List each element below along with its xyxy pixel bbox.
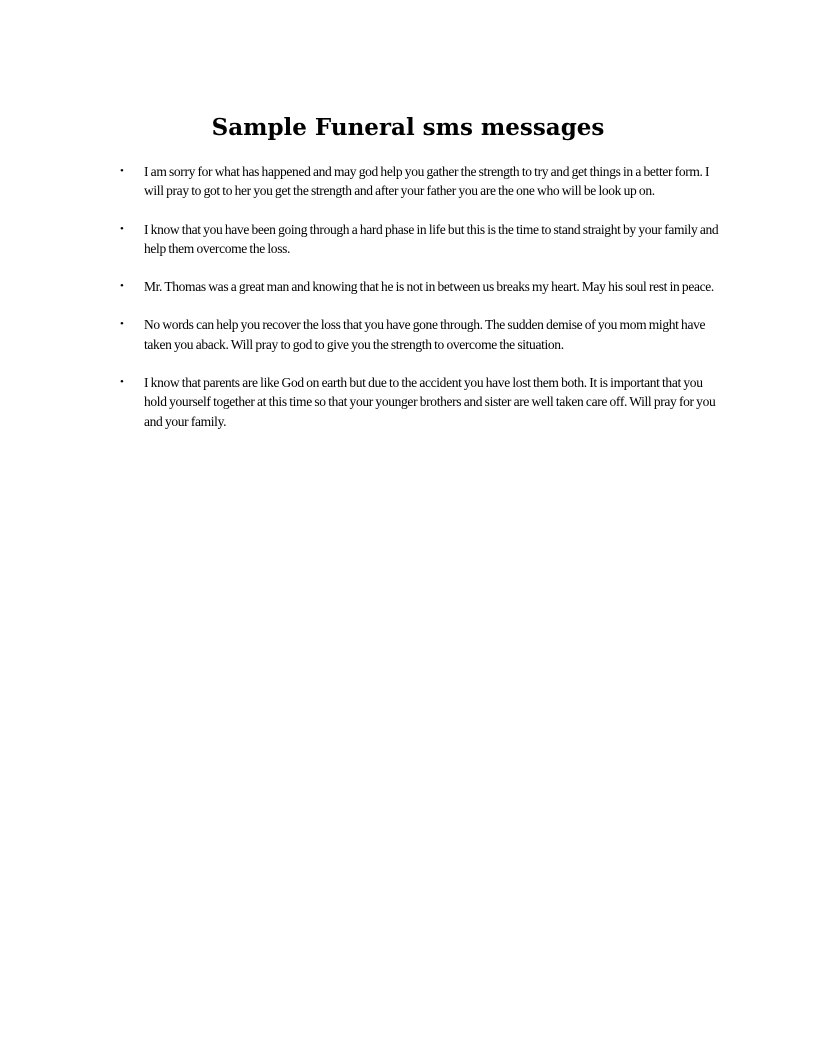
list-item <box>120 220 724 259</box>
list-item <box>120 162 724 201</box>
message-text: I am sorry for what has happened and may god help you gather the strength to try and get things in a better form. I will pray to got to her you get the strength and after your father you are the one who will be look up on. <box>144 164 710 199</box>
list-item <box>120 373 724 431</box>
bullet-icon: • <box>120 165 124 177</box>
document-title: Sample Funeral sms messages <box>211 114 605 141</box>
message-text: No words can help you recover the loss that you have gone through. The sudden demise of you mom might have taken you aback. Will pray to god to give you the strength to overcome the situation. <box>144 317 706 352</box>
list-item <box>120 315 724 354</box>
bullet-icon: • <box>120 376 124 389</box>
bullet-icon: • <box>120 280 124 293</box>
message-text: I know that parents are like God on earth but due to the accident you have lost them both. It is important that you hold yourself together at this time so that your younger brothers and sister are well taken care off. Will pray for you and your family. <box>144 375 716 429</box>
message-text: I know that you have been going through a hard phase in life but this is the time to stand straight by your family and help them overcome the loss. <box>144 221 719 256</box>
list-item <box>120 277 724 296</box>
message-text: Mr. Thomas was a great man and knowing that he is not in between us breaks my heart. May his soul rest in peace. <box>144 279 714 295</box>
bullet-icon: • <box>120 222 124 235</box>
message-list <box>120 162 724 450</box>
bullet-icon: • <box>120 318 124 331</box>
